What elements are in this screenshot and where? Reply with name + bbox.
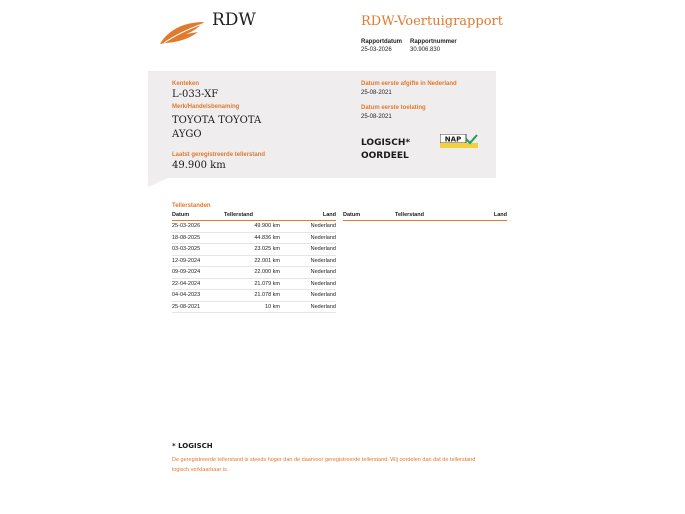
last-odo-label: Laatst geregistreerde tellerstand (172, 152, 266, 158)
cell-date: 03-03-2025 (172, 244, 220, 256)
cell-stand: 22.000 km (220, 267, 280, 279)
report-number-value: 30.906.830 (410, 47, 441, 53)
table-row (172, 244, 336, 256)
first-nl-date-label: Datum eerste afgifte in Nederland (361, 81, 457, 87)
first-admission-value: 25-08-2021 (361, 114, 392, 120)
make-value-line2: AYGO (172, 129, 202, 140)
make-value-line1: TOYOTA TOYOTA (172, 115, 262, 126)
cell-land: Nederland (280, 301, 336, 313)
col-stand: Tellerstand (220, 211, 280, 221)
report-date-label: Rapportdatum (361, 39, 402, 45)
cell-stand: 23.025 km (220, 244, 280, 256)
table-row (172, 290, 336, 302)
footnote-text: De geregistreerde tellerstand is steeds hoger dan de daarvoor geregistreerde tellerstand. Wij oordelen dan dat de tellerstand logisch verklaarbaar is. (172, 457, 476, 473)
report-date-value: 25-03-2026 (361, 47, 392, 53)
cell-land: Nederland (280, 278, 336, 290)
panel-notch (148, 178, 168, 187)
cell-land: Nederland (280, 255, 336, 267)
table-row (172, 301, 336, 313)
table-row (172, 255, 336, 267)
col-land: Land (280, 211, 336, 221)
brand-name: RDW (212, 10, 256, 30)
cell-stand: 21.078 km (220, 290, 280, 302)
cell-stand: 49.900 km (220, 221, 280, 233)
make-label: Merk/Handelsbenaming (172, 104, 240, 110)
cell-land: Nederland (280, 290, 336, 302)
cell-date: 25-08-2021 (172, 301, 220, 313)
cell-stand: 10 km (220, 301, 280, 313)
table-row (172, 232, 336, 244)
table-row (172, 267, 336, 279)
cell-date: 09-09-2024 (172, 267, 220, 279)
plate-label: Kenteken (172, 81, 200, 87)
col-stand: Tellerstand (391, 211, 451, 221)
cell-stand: 22.001 km (220, 255, 280, 267)
verdict-line2: OORDEEL (361, 151, 409, 161)
first-nl-date-value: 25-08-2021 (361, 90, 392, 96)
col-land: Land (451, 211, 507, 221)
odometer-rows (172, 221, 336, 313)
verdict-line1: LOGISCH* (361, 138, 411, 148)
table-row (172, 278, 336, 290)
cell-land: Nederland (280, 244, 336, 256)
nap-check-icon (440, 134, 478, 148)
table-header-row (172, 211, 336, 221)
rdw-logo-icon (158, 20, 206, 46)
footnote-title: * LOGISCH (172, 442, 213, 450)
nap-badge (440, 134, 478, 148)
col-date: Datum (172, 211, 220, 221)
cell-date: 25-03-2026 (172, 221, 220, 233)
cell-date: 04-04-2023 (172, 290, 220, 302)
cell-stand: 44.836 km (220, 232, 280, 244)
odometer-table-right (343, 211, 507, 221)
cell-land: Nederland (280, 232, 336, 244)
nap-text: NAP (444, 135, 462, 144)
report-title: RDW-Voertuigrapport (361, 14, 503, 29)
cell-land: Nederland (280, 221, 336, 233)
cell-date: 22-04-2024 (172, 278, 220, 290)
first-admission-label: Datum eerste toelating (361, 105, 426, 111)
odometer-section-title: Tellerstanden (172, 203, 211, 209)
odometer-verdict (361, 137, 410, 163)
last-odo-value: 49.900 km (172, 160, 226, 171)
odometer-table-left (172, 211, 336, 313)
report-number-label: Rapportnummer (410, 39, 457, 45)
cell-date: 18-08-2025 (172, 232, 220, 244)
plate-value: L-033-XF (172, 89, 219, 100)
cell-stand: 21.079 km (220, 278, 280, 290)
table-header-row (343, 211, 507, 221)
table-row (172, 221, 336, 233)
cell-date: 12-09-2024 (172, 255, 220, 267)
cell-land: Nederland (280, 267, 336, 279)
col-date: Datum (343, 211, 391, 221)
